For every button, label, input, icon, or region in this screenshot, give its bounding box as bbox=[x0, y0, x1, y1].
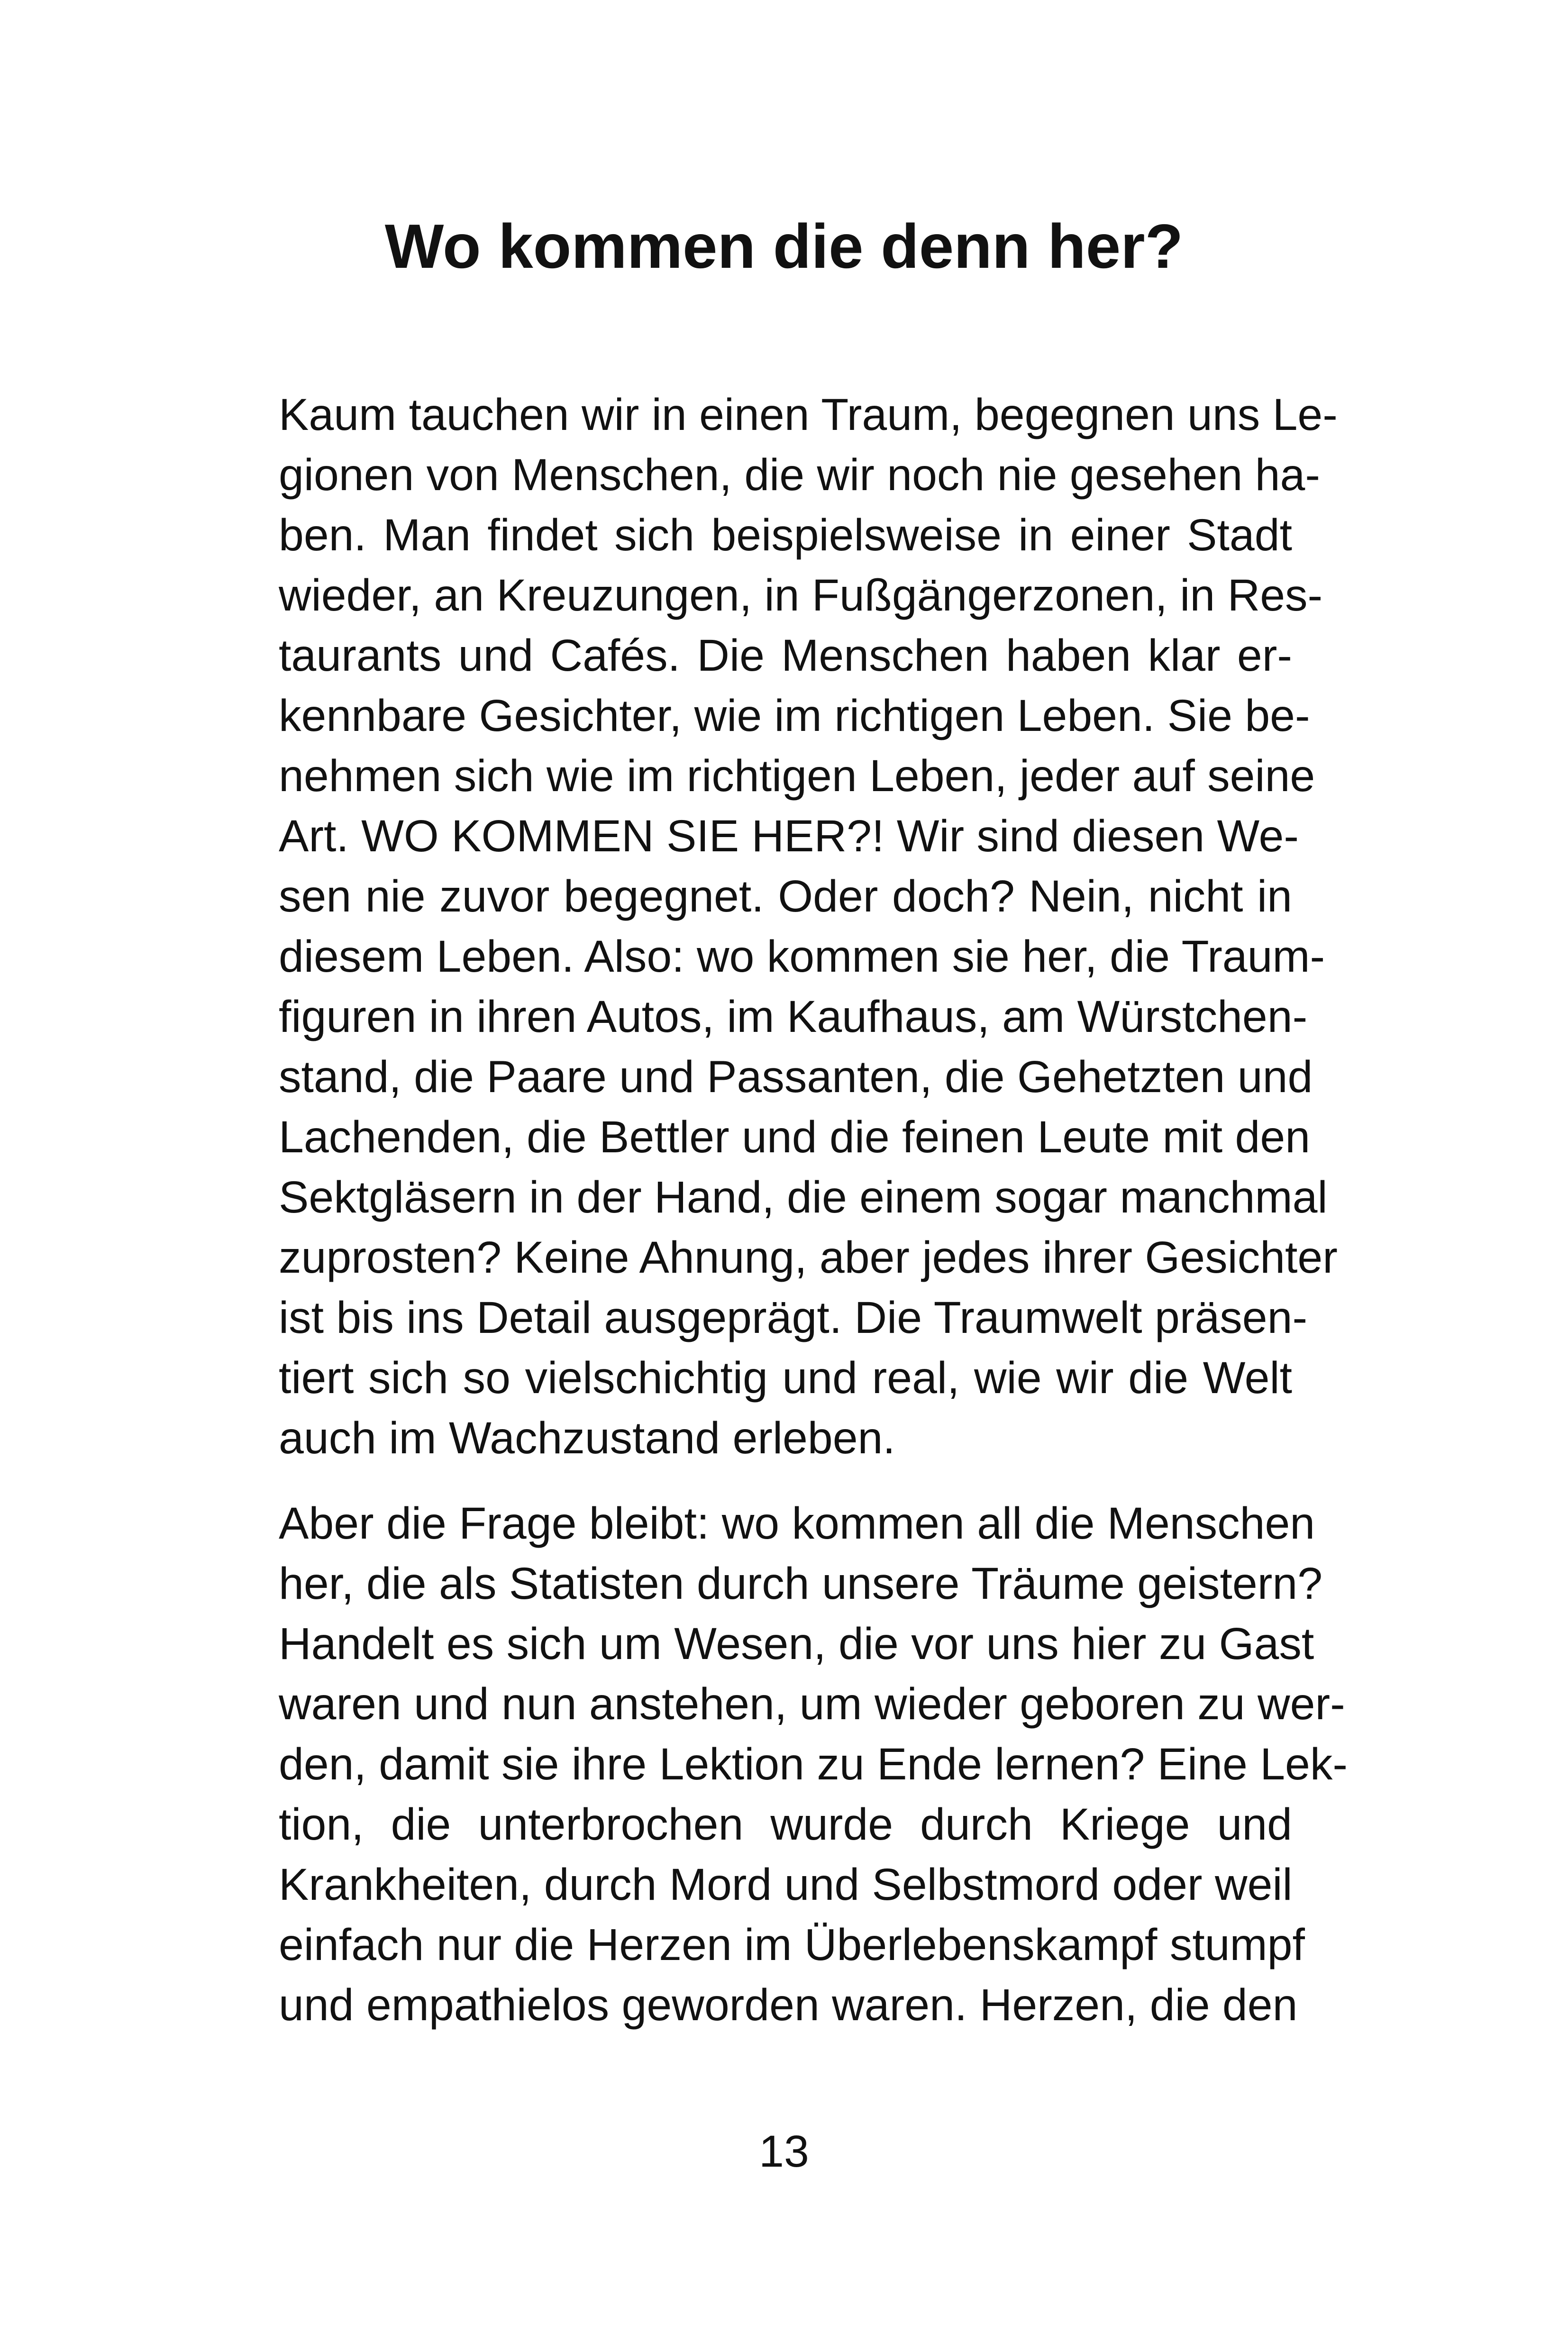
text-line: ist bis ins Detail ausgeprägt. Die Traumwelt präsen- bbox=[279, 1293, 1308, 1343]
text-line: taurants und Cafés. Die Menschen haben klar er- bbox=[279, 630, 1292, 681]
paragraph-1 bbox=[279, 385, 1338, 1468]
text-line: Kaum tauchen wir in einen Traum, begegnen uns Le- bbox=[279, 390, 1338, 440]
text-line: her, die als Statisten durch unsere Träume geistern? bbox=[279, 1559, 1323, 1609]
text-line: kennbare Gesichter, wie im richtigen Leben. Sie be- bbox=[279, 691, 1310, 741]
text-line: den, damit sie ihre Lektion zu Ende lernen? Eine Lek- bbox=[279, 1739, 1348, 1789]
text-line: wieder, an Kreuzungen, in Fußgängerzonen, in Res- bbox=[279, 570, 1323, 620]
page-number: 13 bbox=[759, 2126, 809, 2177]
text-line: Handelt es sich um Wesen, die vor uns hier zu Gast bbox=[279, 1619, 1314, 1669]
text-line: nehmen sich wie im richtigen Leben, jeder auf seine bbox=[279, 751, 1315, 801]
chapter-title: Wo kommen die denn her? bbox=[384, 211, 1184, 281]
text-line: einfach nur die Herzen im Überlebenskampf stumpf bbox=[279, 1920, 1305, 1970]
text-line: diesem Leben. Also: wo kommen sie her, die Traum- bbox=[279, 931, 1325, 982]
text-line: Aber die Frage bleibt: wo kommen all die Menschen bbox=[279, 1498, 1315, 1549]
text-line: ben. Man findet sich beispielsweise in einer Stadt bbox=[279, 510, 1292, 560]
text-line: stand, die Paare und Passanten, die Gehetzten und bbox=[279, 1052, 1313, 1102]
text-line: Sektgläsern in der Hand, die einem sogar manchmal bbox=[279, 1172, 1328, 1222]
text-line: und empathielos geworden waren. Herzen, die den bbox=[279, 1980, 1298, 2030]
text-line: gionen von Menschen, die wir noch nie gesehen ha- bbox=[279, 450, 1321, 500]
text-line: zuprosten? Keine Ahnung, aber jedes ihrer Gesichter bbox=[279, 1232, 1338, 1283]
text-line: Lachenden, die Bettler und die feinen Leute mit den bbox=[279, 1112, 1311, 1162]
text-line: auch im Wachzustand erleben. bbox=[279, 1413, 895, 1463]
paragraph-2 bbox=[279, 1494, 1348, 2035]
text-line: tiert sich so vielschichtig und real, wie wir die Welt bbox=[279, 1353, 1292, 1403]
text-line: Krankheiten, durch Mord und Selbstmord oder weil bbox=[279, 1860, 1293, 1910]
text-line: tion, die unterbrochen wurde durch Kriege und bbox=[279, 1799, 1292, 1850]
text-line: Art. WO KOMMEN SIE HER?! Wir sind diesen We- bbox=[279, 811, 1299, 861]
text-line: sen nie zuvor begegnet. Oder doch? Nein, nicht in bbox=[279, 871, 1292, 921]
text-line: figuren in ihren Autos, im Kaufhaus, am Würstchen- bbox=[279, 992, 1308, 1042]
text-line: waren und nun anstehen, um wieder geboren zu wer- bbox=[279, 1679, 1345, 1729]
